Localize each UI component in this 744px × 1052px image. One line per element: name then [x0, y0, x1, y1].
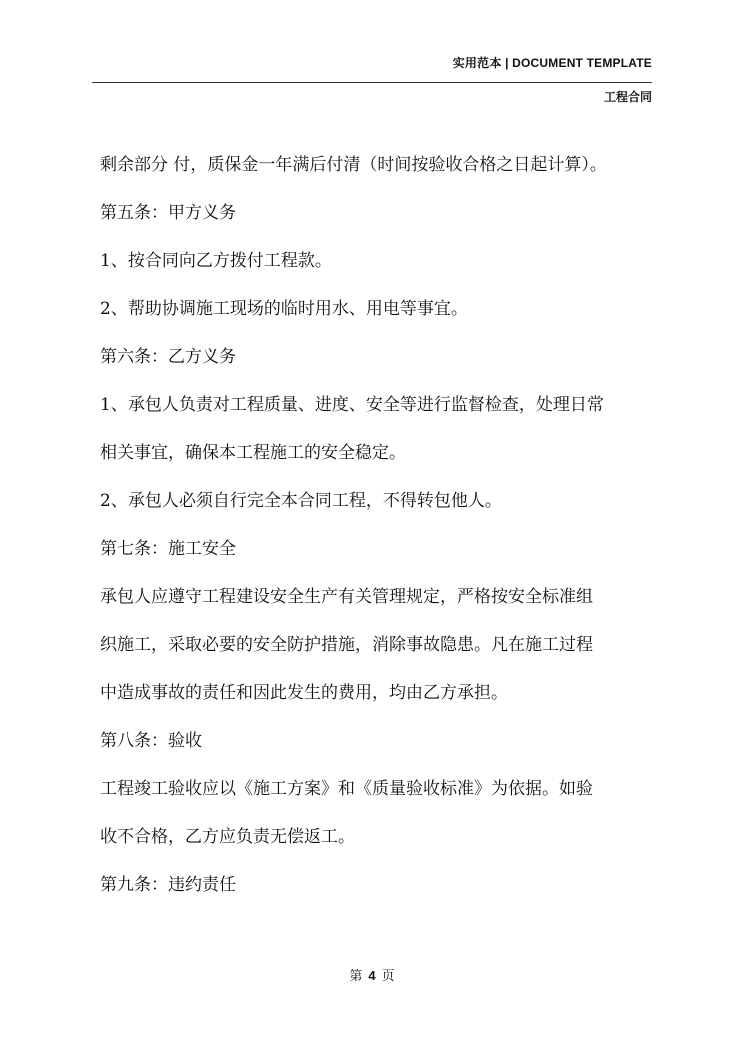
page-number: 4	[368, 968, 376, 983]
section-heading: 第七条：施工安全	[100, 539, 236, 559]
header-subtitle: 工程合同	[603, 90, 652, 104]
section-heading: 第九条：违约责任	[100, 875, 236, 895]
section-heading: 第五条：甲方义务	[100, 203, 236, 223]
paragraph-line: 承包人应遵守工程建设安全生产有关管理规定，严格按安全标准组	[100, 587, 593, 607]
paragraph-line: 相关事宜，确保本工程施工的安全稳定。	[100, 443, 406, 463]
page-suffix: 页	[381, 969, 395, 984]
paragraph-line: 织施工，采取必要的安全防护措施，消除事故隐患。凡在施工过程	[100, 635, 593, 655]
header-title: 实用范本 | DOCUMENT TEMPLATE	[452, 56, 652, 70]
paragraph-line: 1、承包人负责对工程质量、进度、安全等进行监督检查，处理日常	[100, 395, 604, 415]
paragraph-line: 剩余部分 付，质保金一年满后付清（时间按验收合格之日起计算）。	[100, 155, 607, 175]
paragraph-line: 1、按合同向乙方拨付工程款。	[100, 251, 332, 271]
page-footer	[0, 965, 744, 984]
paragraph-line: 2、承包人必须自行完全本合同工程，不得转包他人。	[100, 491, 502, 511]
section-heading: 第六条：乙方义务	[100, 347, 236, 367]
paragraph-line: 2、帮助协调施工现场的临时用水、用电等事宜。	[100, 299, 468, 319]
paragraph-line: 工程竣工验收应以《施工方案》和《质量验收标准》为依据。如验	[100, 779, 593, 799]
section-heading: 第八条：验收	[100, 731, 202, 751]
page-prefix: 第	[349, 969, 363, 984]
document-body	[100, 141, 660, 909]
paragraph-line: 中造成事故的责任和因此发生的费用，均由乙方承担。	[100, 683, 508, 703]
paragraph-line: 收不合格，乙方应负责无偿返工。	[100, 827, 355, 847]
header-divider	[92, 82, 652, 83]
